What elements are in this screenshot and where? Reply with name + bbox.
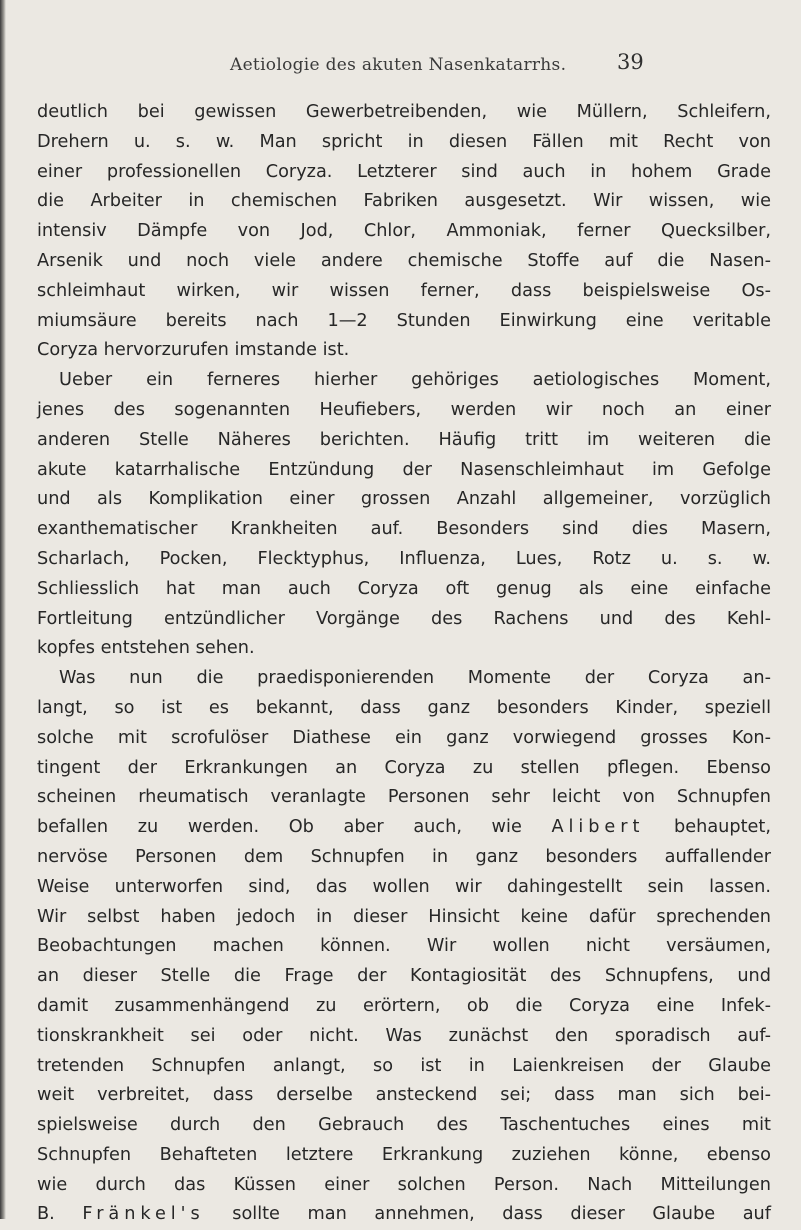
text-line: Schliesslich hat man auch Coryza oft genug als eine einfache [37,578,771,599]
page-number: 39 [617,50,644,74]
running-title: Aetiologie des akuten Nasenkatarrhs. [230,55,567,75]
line-text: B. [37,1204,55,1225]
text-line: Drehern u. s. w. Man spricht in diesen Fällen mit Recht von [37,131,771,152]
text-line: Ueber ein ferneres hierher gehöriges aetiologisches Moment, [59,370,771,391]
text-line: wie durch das Küssen einer solchen Person. Nach Mitteilungen [37,1174,771,1195]
text-line: Coryza hervorzurufen imstande ist. [37,340,350,361]
body-text [37,98,771,1230]
text-line: Scharlach, Pocken, Flecktyphus, Influenza, Lues, Rotz u. s. w. [37,548,771,569]
text-line: Fortleitung entzündlicher Vorgänge des Rachens und des Kehl- [37,608,771,629]
text-line: akute katarrhalische Entzündung der Nasenschleimhaut im Gefolge [37,459,771,480]
text-line: nervöse Personen dem Schnupfen in ganz besonders auffallender [37,846,771,867]
text-line: schleimhaut wirken, wir wissen ferner, dass beispielsweise Os- [37,280,771,301]
text-line: miumsäure bereits nach 1—2 Stunden Einwirkung eine veritable [37,310,771,331]
line-text: behauptet, [674,817,771,838]
text-line: exanthematischer Krankheiten auf. Besonders sind dies Masern, [37,519,771,540]
text-line: tingent der Erkrankungen an Coryza zu stellen pflegen. Ebenso [37,757,771,778]
text-line: Weise unterworfen sind, das wollen wir dahingestellt sein lassen. [37,876,771,897]
line-text: befallen zu werden. Ob aber auch, wie [37,817,522,838]
text-line: tretenden Schnupfen anlangt, so ist in Laienkreisen der Glaube [37,1055,771,1076]
text-line: Schnupfen Behafteten letztere Erkrankung zuziehen könne, ebenso [37,1144,771,1165]
author-name-alibert: Alibert [551,817,645,838]
text-line: damit zusammenhängend zu erörtern, ob die Coryza eine Infek- [37,995,771,1016]
text-line: anderen Stelle Näheres berichten. Häufig tritt im weiteren die [37,429,771,450]
text-line: und als Komplikation einer grossen Anzahl allgemeiner, vorzüglich [37,489,771,510]
text-line: deutlich bei gewissen Gewerbetreibenden, wie Müllern, Schleifern, [37,102,771,122]
line-text: sollte man annehmen, dass dieser Glaube auf [232,1204,771,1225]
text-line: Arsenik und noch viele andere chemische Stoffe auf die Nasen- [37,250,771,271]
text-line: weit verbreitet, dass derselbe ansteckend sei; dass man sich bei- [37,1085,771,1106]
text-line: scheinen rheumatisch veranlagte Personen sehr leicht von Schnupfen [37,787,771,808]
text-line: jenes des sogenannten Heufiebers, werden wir noch an einer [37,399,771,420]
text-line-with-name [37,1200,771,1230]
text-line: kopfes entstehen sehen. [37,638,255,659]
text-line: solche mit scrofulöser Diathese ein ganz vorwiegend grosses Kon- [37,727,771,748]
author-name-fraenkel: Fränkel's [82,1204,205,1225]
text-line: Was nun die praedisponierenden Momente der Coryza an- [59,668,771,689]
text-line-with-name [37,813,771,843]
text-line: einer professionellen Coryza. Letzterer sind auch in hohem Grade [37,161,771,182]
text-line: langt, so ist es bekannt, dass ganz besonders Kinder, speziell [37,697,771,718]
text-line: Beobachtungen machen können. Wir wollen nicht versäumen, [37,936,771,957]
text-line: intensiv Dämpfe von Jod, Chlor, Ammoniak, ferner Quecksilber, [37,221,771,242]
text-line: tionskrankheit sei oder nicht. Was zunächst den sporadisch auf- [37,1025,771,1046]
text-line: spielsweise durch den Gebrauch des Taschentuches eines mit [37,1115,771,1136]
text-line: die Arbeiter in chemischen Fabriken ausgesetzt. Wir wissen, wie [37,191,771,212]
text-line: Wir selbst haben jedoch in dieser Hinsicht keine dafür sprechenden [37,906,771,927]
text-line: an dieser Stelle die Frage der Kontagiosität des Schnupfens, und [37,966,771,987]
